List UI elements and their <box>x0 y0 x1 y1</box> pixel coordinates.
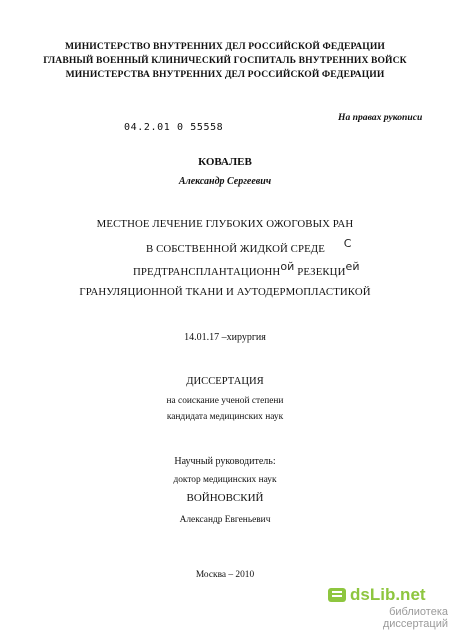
specialty: 14.01.17 –хирургия <box>184 332 266 343</box>
supervisor-name: Александр Евгеньевич <box>179 515 271 525</box>
title-line-1: МЕСТНОЕ ЛЕЧЕНИЕ ГЛУБОКИХ ОЖОГОВЫХ РАН <box>96 218 354 230</box>
place-year: Москва – 2010 <box>195 570 255 580</box>
title-line-3-start: ПРЕДТРАНСПЛАНТАЦИОНН <box>133 266 281 278</box>
dslib-watermark <box>328 585 448 630</box>
watermark-name: dsLib.net <box>350 585 426 604</box>
author-name: Александр Сергеевич <box>178 176 272 187</box>
watermark-subtitle: библиотека диссертаций <box>382 606 448 630</box>
handwritten-correction: ой <box>280 260 295 273</box>
handwritten-correction: ей <box>345 260 360 273</box>
thesis-degree-line-1: на соискание ученой степени <box>166 396 284 406</box>
thesis-degree-line-2: кандидата медицинских наук <box>166 412 284 422</box>
title-line-2 <box>146 237 352 255</box>
title-line-3-mid: РЕЗЕКЦИ <box>297 266 346 278</box>
thesis-type: ДИССЕРТАЦИЯ <box>186 376 264 387</box>
title-line-4: ГРАНУЛЯЦИОННОЙ ТКАНИ И АУТОДЕРМОПЛАСТИКОЙ <box>79 286 371 298</box>
author-surname: КОВАЛЕВ <box>198 156 252 168</box>
hospital-line: ГЛАВНЫЙ ВОЕННЫЙ КЛИНИЧЕСКИЙ ГОСПИТАЛЬ ВНУТРЕННИХ ВОЙСК <box>43 55 407 66</box>
title-line-2-text: В СОБСТВЕННОЙ ЖИДКОЙ СРЕДЕ <box>146 243 325 255</box>
supervisor-degree: доктор медицинских наук <box>173 475 277 485</box>
archive-number: 04.2.01 0 55558 <box>124 122 224 133</box>
supervisor-surname: ВОЙНОВСКИЙ <box>186 492 264 504</box>
book-icon <box>328 588 346 602</box>
title-line-3 <box>133 260 360 278</box>
watermark-row <box>328 585 448 605</box>
ministry-line-1: МИНИСТЕРСТВО ВНУТРЕННИХ ДЕЛ РОССИЙСКОЙ ФЕДЕРАЦИИ <box>65 41 385 52</box>
supervisor-label: Научный руководитель: <box>174 456 276 467</box>
ministry-line-2: МИНИСТЕРСТВА ВНУТРЕННИХ ДЕЛ РОССИЙСКОЙ ФЕДЕРАЦИИ <box>65 69 385 80</box>
rights-note: На правах рукописи <box>338 112 423 123</box>
handwritten-correction: С <box>343 237 352 250</box>
